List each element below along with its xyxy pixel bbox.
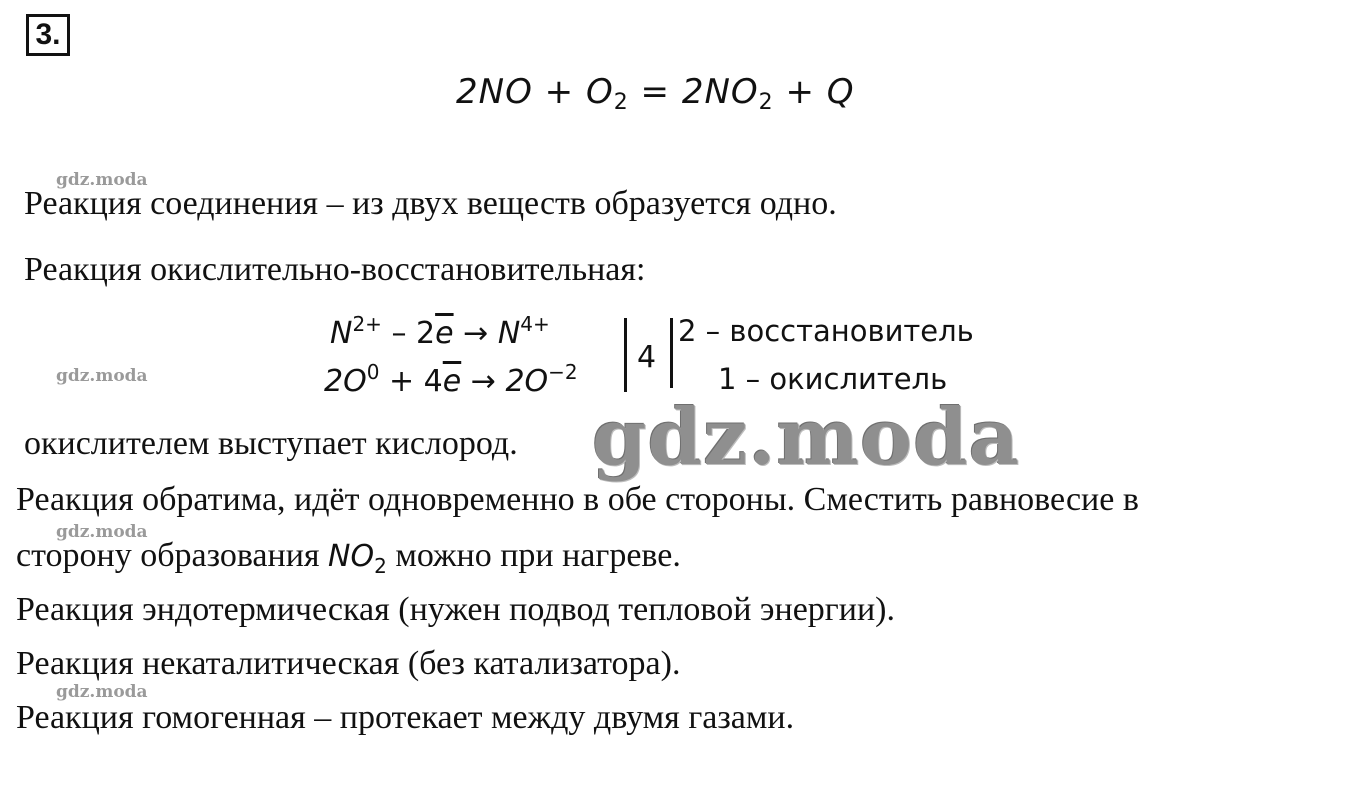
eq-heat-q: Q: [826, 72, 855, 112]
redox-o-op: + 4: [388, 364, 443, 399]
watermark-big: gdz.moda: [592, 392, 1021, 483]
redox-n-right: N: [497, 316, 521, 351]
redox-o-left: 2O: [324, 364, 367, 399]
line-noncatalytic: Реакция некаталитическая (без катализатора).: [16, 645, 681, 682]
watermark-small-2: gdz.moda: [56, 366, 148, 386]
line-redox-reaction: Реакция окислительно-восстановительная:: [24, 251, 646, 288]
redox-divider-left: [624, 318, 627, 392]
redox-o-right: 2O: [505, 364, 549, 399]
redox-n-arrow: →: [463, 316, 489, 351]
redox-row-nitrogen: [330, 312, 550, 351]
line-equilibrium-end: можно при нагреве.: [395, 537, 681, 574]
redox-n-right-charge: 4+: [520, 312, 550, 336]
main-equation: [456, 72, 855, 115]
eq-no2-subscript: 2: [758, 90, 774, 115]
line-endothermic: Реакция эндотермическая (нужен подвод тепловой энергии).: [16, 591, 895, 628]
line-homogeneous: Реакция гомогенная – протекает между двумя газами.: [16, 699, 795, 736]
eq-equals: =: [640, 72, 671, 112]
redox-o-left-charge: 0: [366, 360, 380, 384]
eq-reactant-no: 2NO: [456, 72, 533, 112]
eq-plus: +: [544, 72, 575, 112]
redox-o-electron: $\overline{e}$: [442, 364, 462, 399]
line-equilibrium: [16, 536, 681, 586]
problem-number: 3.: [26, 14, 70, 56]
watermark-small-3: gdz.moda: [56, 522, 148, 542]
redox-coef-oxidizer: 1 – окислитель: [718, 362, 948, 396]
redox-n-electron: $\overline{e}$: [435, 316, 454, 351]
inline-formula-no2: [328, 539, 387, 578]
redox-n-left-charge: 2+: [352, 312, 382, 336]
inline-formula-base: NO: [328, 539, 375, 574]
redox-o-arrow: →: [470, 364, 496, 399]
inline-formula-sub: 2: [374, 554, 387, 578]
watermark-small-4: gdz.moda: [56, 682, 148, 702]
redox-row-oxygen: [324, 360, 578, 399]
redox-n-left: N: [330, 316, 353, 351]
eq-plus-2: +: [785, 72, 815, 112]
redox-coef-reducer: 2 – восстановитель: [678, 314, 974, 348]
redox-lcm: 4: [637, 340, 657, 375]
redox-divider-right: [670, 318, 673, 388]
line-compound-reaction: Реакция соединения – из двух веществ образуется одно.: [24, 185, 837, 222]
eq-reactant-o2: O: [585, 72, 614, 112]
watermark-small-1: gdz.moda: [56, 170, 148, 190]
redox-o-right-charge: −2: [548, 360, 578, 384]
redox-n-op: – 2: [391, 316, 436, 351]
eq-product-no2: 2NO: [681, 72, 759, 112]
line-reversible: Реакция обратима, идёт одновременно в обе стороны. Сместить равновесие в: [16, 481, 1139, 518]
line-oxidizer: окислителем выступает кислород.: [24, 425, 518, 462]
eq-o2-subscript: 2: [613, 90, 629, 115]
line-equilibrium-start: сторону образования: [16, 537, 320, 574]
